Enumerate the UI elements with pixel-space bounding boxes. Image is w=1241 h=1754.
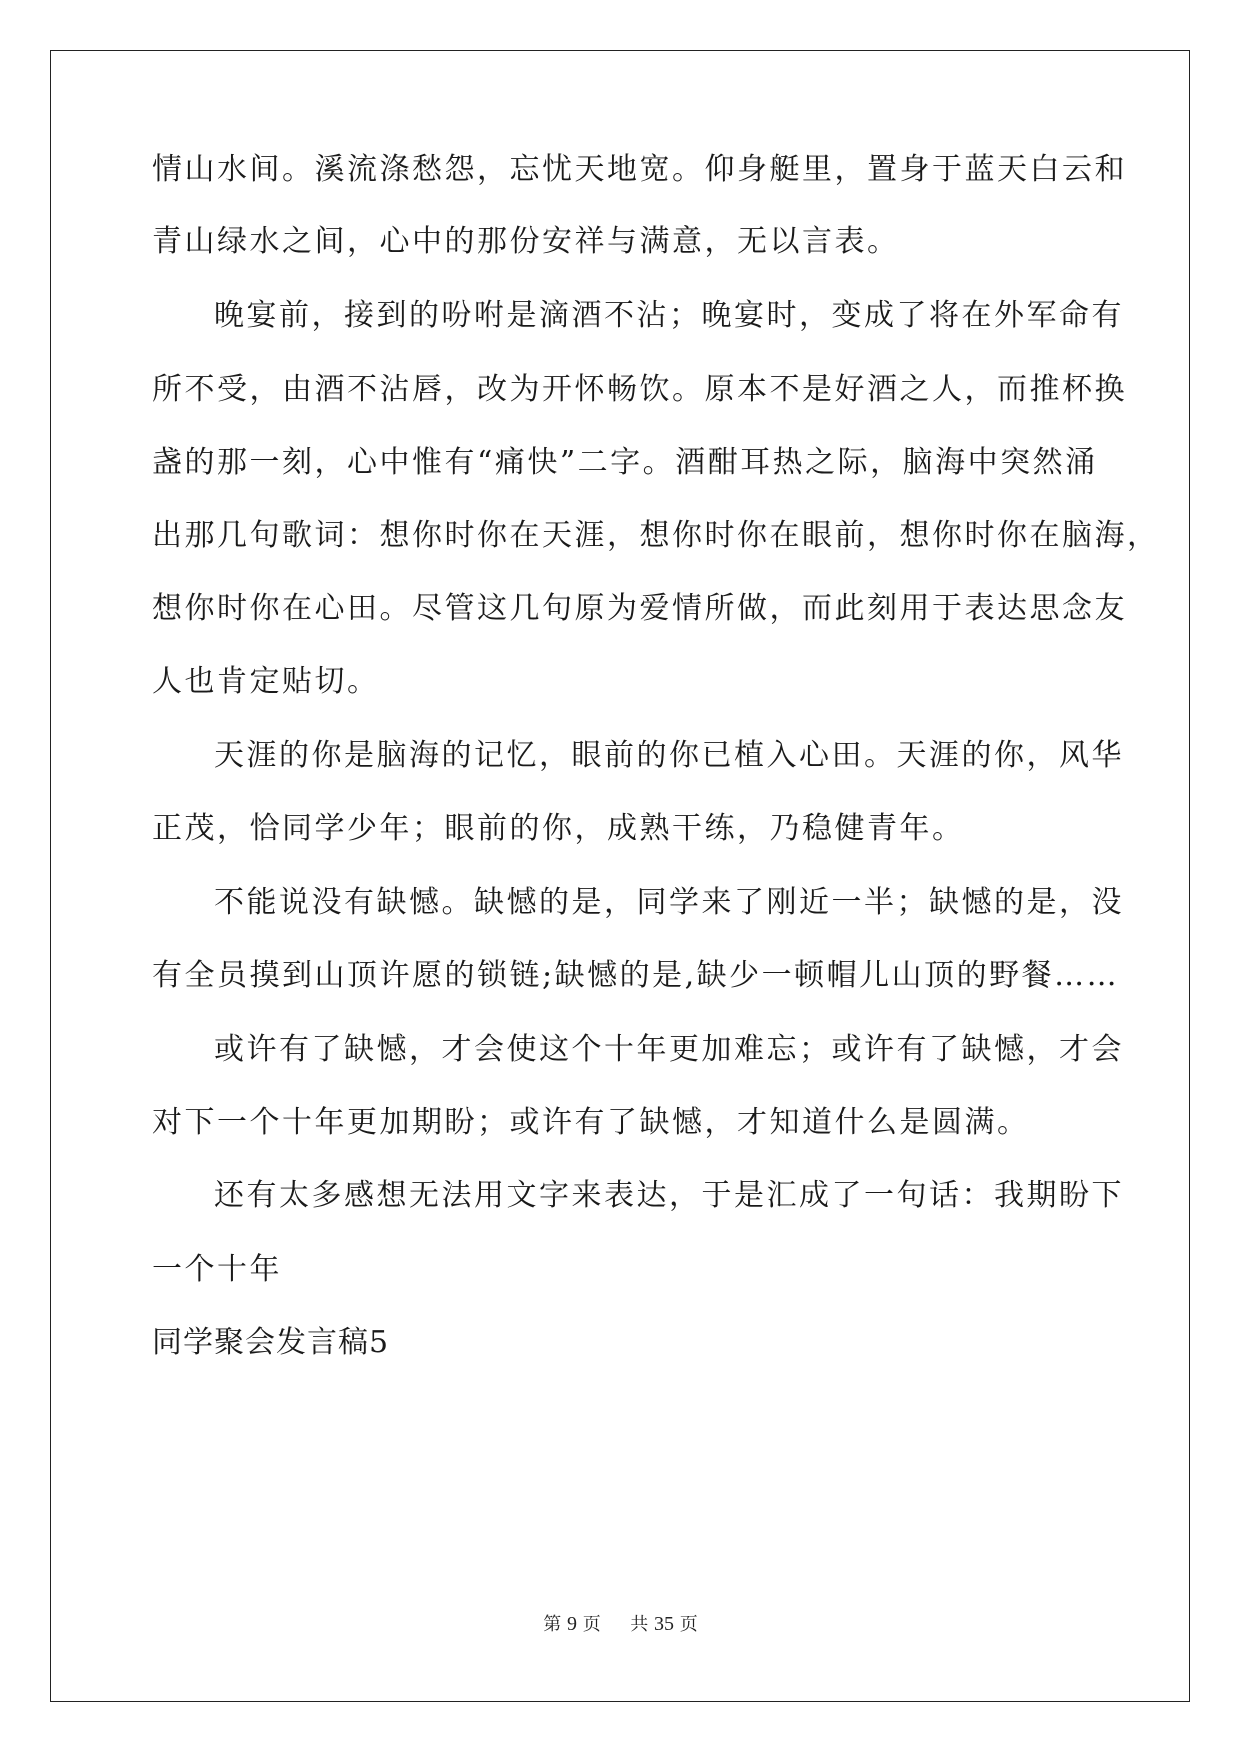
body-line: 情山水间。溪流涤愁怨，忘忧天地宽。仰身艇里，置身于蓝天白云和	[152, 152, 1127, 187]
paragraph-start-line: 或许有了缺憾，才会使这个十年更加难忘；或许有了缺憾，才会	[214, 1032, 1124, 1067]
total-prefix: 共	[630, 1614, 649, 1635]
body-line: 所不受，由酒不沾唇，改为开怀畅饮。原本不是好酒之人，而推杯换	[152, 372, 1127, 407]
total-suffix: 页	[679, 1614, 698, 1635]
body-line: 对下一个十年更加期盼；或许有了缺憾，才知道什么是圆满。	[152, 1105, 1030, 1140]
body-line: 一个十年	[152, 1252, 282, 1287]
paragraph-start-line: 还有太多感想无法用文字来表达，于是汇成了一句话：我期盼下	[214, 1178, 1124, 1213]
body-line: 青山绿水之间，心中的那份安祥与满意，无以言表。	[152, 224, 900, 259]
section-heading: 同学聚会发言稿5	[152, 1325, 390, 1360]
total-pages: 35	[653, 1613, 674, 1635]
paragraph-start-line: 不能说没有缺憾。缺憾的是，同学来了刚近一半；缺憾的是，没	[214, 885, 1124, 920]
body-line: 人也肯定贴切。	[152, 664, 380, 699]
page-suffix: 页	[582, 1614, 601, 1635]
body-line: 盏的那一刻，心中惟有“痛快”二字。酒酣耳热之际，脑海中突然涌	[152, 445, 1098, 480]
body-line: 正茂，恰同学少年；眼前的你，成熟干练，乃稳健青年。	[152, 811, 965, 846]
page-prefix: 第	[543, 1614, 562, 1635]
body-line: 想你时你在心田。尽管这几句原为爱情所做，而此刻用于表达思念友	[152, 591, 1127, 626]
page-footer	[0, 1612, 1241, 1637]
paragraph-start-line: 晚宴前，接到的吩咐是滴酒不沾；晚宴时，变成了将在外军命有	[214, 298, 1124, 333]
body-line: 出那几句歌词：想你时你在天涯，想你时你在眼前，想你时你在脑海，	[152, 518, 1160, 553]
body-line: 有全员摸到山顶许愿的锁链;缺憾的是,缺少一顿帽儿山顶的野餐……	[152, 958, 1120, 993]
paragraph-start-line: 天涯的你是脑海的记忆，眼前的你已植入心田。天涯的你，风华	[214, 738, 1124, 773]
page-number: 9	[567, 1613, 578, 1635]
